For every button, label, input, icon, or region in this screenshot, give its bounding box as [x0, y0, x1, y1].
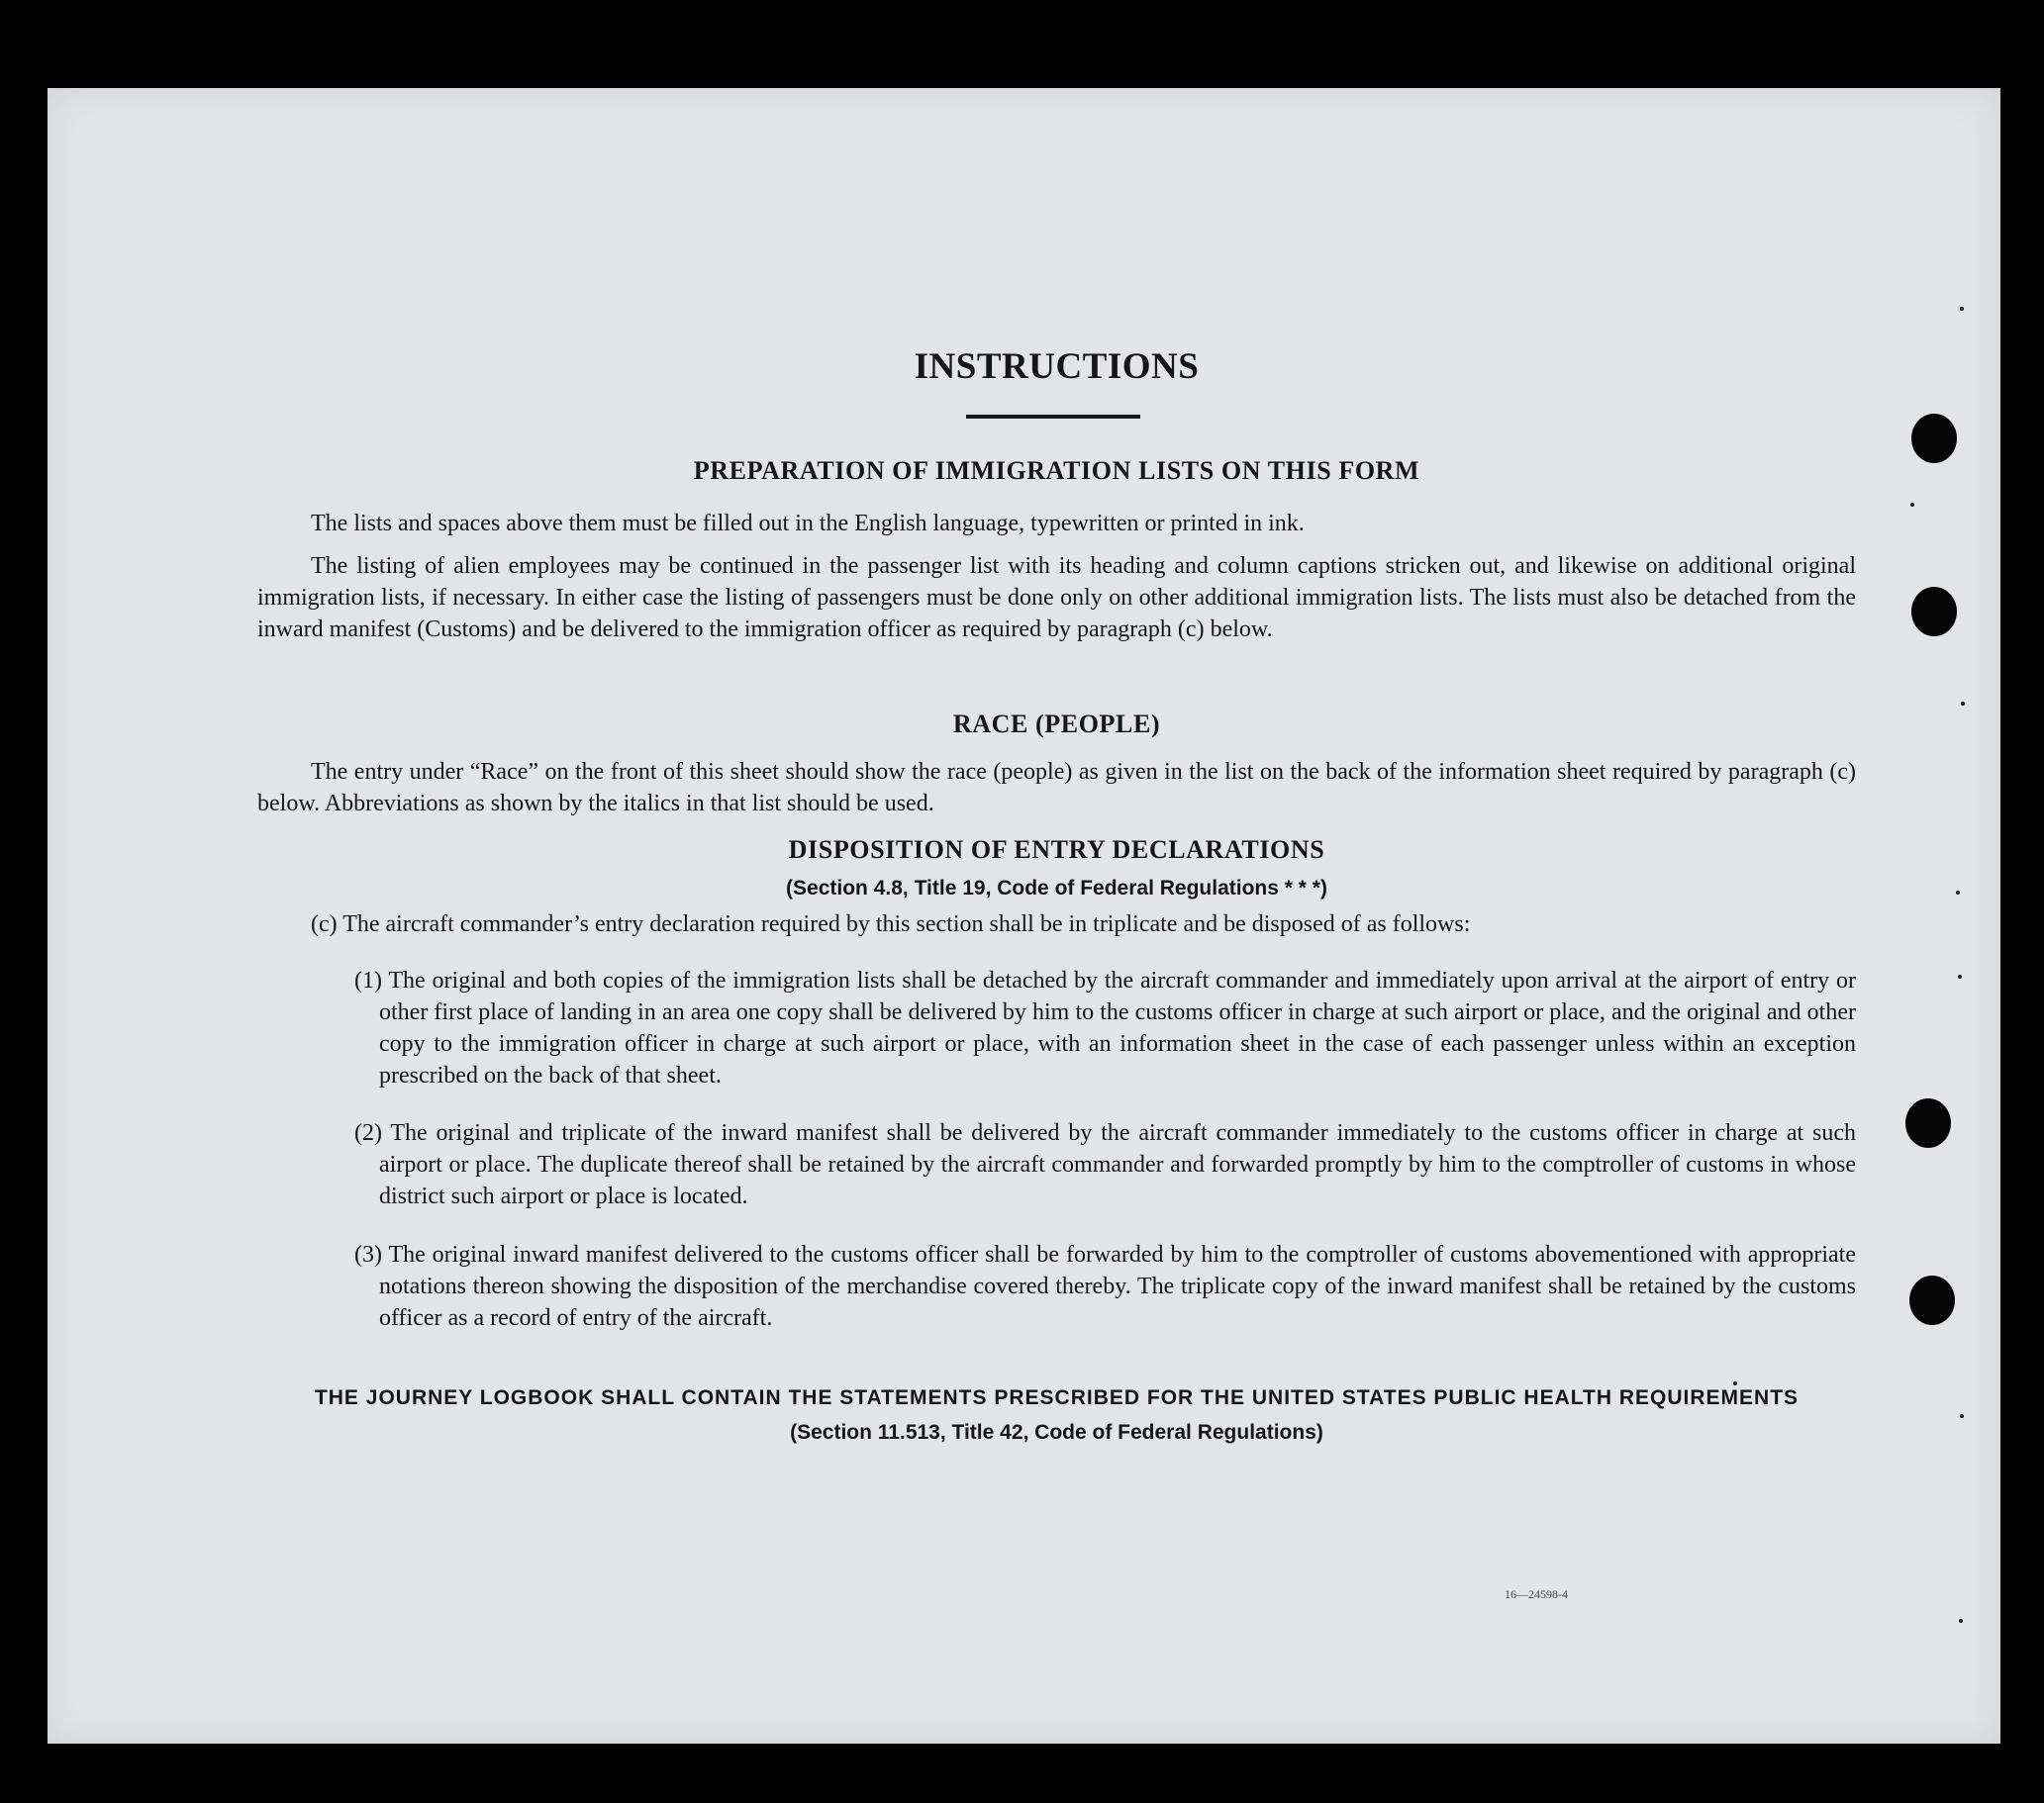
race-paragraph: The entry under “Race” on the front of this sheet should show the race (people) as given in the list on the back of the information sheet required by paragraph (c) below. Abbreviations as shown by the italics in that list should be used. [257, 759, 1856, 816]
disposition-item-2: (2) The original and triplicate of the inward manifest shall be delivered by the aircraft commander immediately to the customs officer in charge at such airport or place. The duplicate thereof shall be retained by the aircraft commander and forwarded promptly by him to the comptroller of customs in whose district such airport or place is located. [354, 1120, 1856, 1209]
paper-speck [1959, 1619, 1963, 1623]
punch-hole [1911, 414, 1957, 463]
section-heading-disposition: DISPOSITION OF ENTRY DECLARATIONS [788, 835, 1325, 864]
disposition-citation: (Section 4.8, Title 19, Code of Federal Regulations * * *) [786, 877, 1327, 900]
paper-speck [1956, 891, 1960, 895]
disposition-item-3: (3) The original inward manifest delivered to the customs officer shall be forwarded by him to the comptroller of customs abovementioned with appropriate notations thereon showing the disposition of the merchandise covered thereby. The triplicate copy of the inward manifest shall be retained by the customs officer as a record of entry of the aircraft. [354, 1242, 1856, 1331]
preparation-paragraph-1: The lists and spaces above them must be filled out in the English language, typewritten or printed in ink. [311, 511, 1305, 536]
punch-hole [1905, 1098, 1951, 1148]
disposition-intro: (c) The aircraft commander’s entry declaration required by this section shall be in triplicate and be disposed of as follows: [311, 911, 1471, 937]
section-heading-preparation: PREPARATION OF IMMIGRATION LISTS ON THIS FORM [693, 456, 1420, 485]
punch-hole [1909, 1276, 1955, 1325]
paper-speck [1960, 1414, 1964, 1418]
paper-speck [1733, 1381, 1737, 1385]
health-citation: (Section 11.513, Title 42, Code of Federal Regulations) [790, 1421, 1323, 1444]
preparation-paragraph-2: The listing of alien employees may be continued in the passenger list with its heading and column captions stricken out, and likewise on additional original immigration lists, if necessary. In either case the listing of passengers must be done only on other additional immigration lists. The lists must also be detached from the inward manifest (Customs) and be delivered to the immigration officer as required by paragraph (c) below. [257, 553, 1856, 642]
section-heading-race: RACE (PEOPLE) [952, 710, 1161, 738]
disposition-item-1: (1) The original and both copies of the immigration lists shall be detached by the aircraft commander and immediately upon arrival at the airport of entry or other first place of landing in an area one copy shall be delivered by him to the customs officer in charge at such airport or place, and the original and other copy to the immigration officer in charge at such airport or place, with an information sheet in the case of each passenger unless within an exception prescribed on the back of that sheet. [354, 968, 1856, 1089]
title-underline [966, 415, 1140, 419]
page-title: INSTRUCTIONS [914, 346, 1200, 387]
paper-speck [1960, 307, 1964, 311]
punch-hole [1911, 587, 1957, 636]
paper-speck [1910, 503, 1914, 507]
form-number: 16—24598-4 [1505, 1587, 1568, 1601]
health-statement: THE JOURNEY LOGBOOK SHALL CONTAIN THE STATEMENTS PRESCRIBED FOR THE UNITED STATES PUBLIC HEALTH REQUIREMENTS [314, 1386, 1800, 1409]
paper-speck [1961, 702, 1965, 706]
paper-speck [1958, 975, 1962, 979]
document-sheet [48, 88, 2000, 1744]
